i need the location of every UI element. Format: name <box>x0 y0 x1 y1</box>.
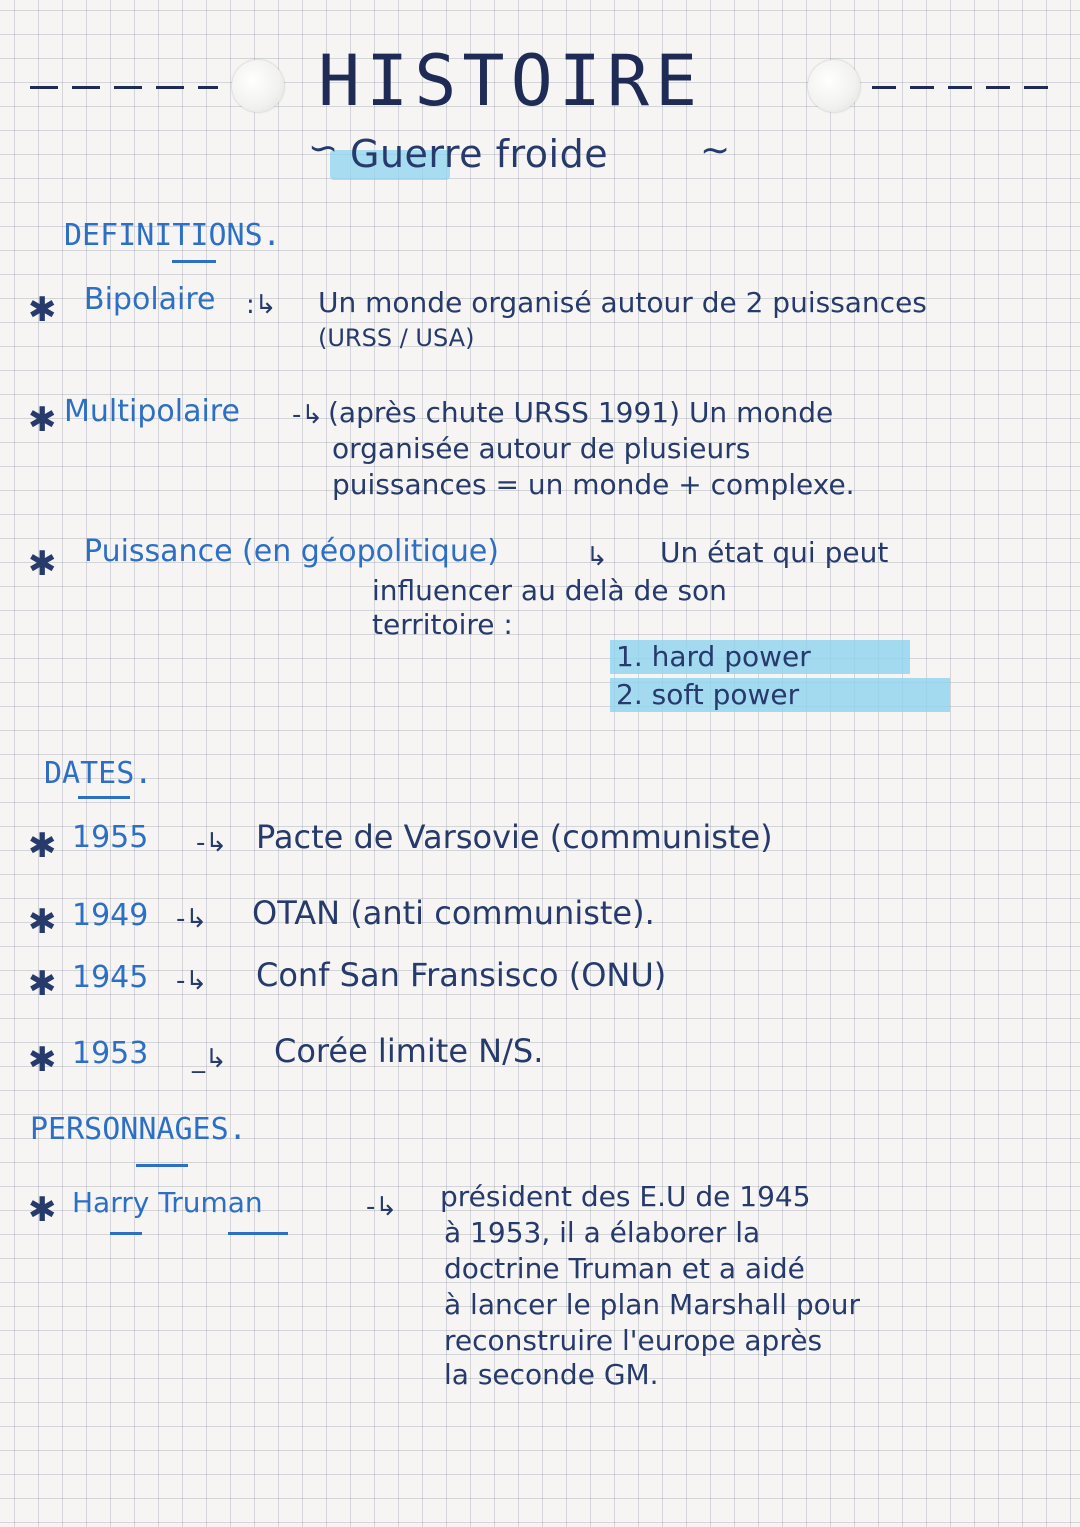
bullet-star-icon: ✱ <box>28 1190 57 1230</box>
bullet-star-icon: ✱ <box>28 902 57 942</box>
page-title: HISTOIRE <box>318 40 704 122</box>
bullet-star-icon: ✱ <box>28 544 57 584</box>
power-subitem: 1. hard power <box>616 640 811 673</box>
personnages-heading: PERSONNAGES. <box>30 1112 247 1147</box>
punch-hole-icon <box>232 60 284 112</box>
heading-underline <box>78 796 130 799</box>
definition-line: (URSS / USA) <box>318 324 475 352</box>
header-dash <box>30 86 58 89</box>
definition-term: Multipolaire <box>64 394 240 429</box>
heading-underline <box>172 260 216 263</box>
date-year: 1945 <box>72 960 149 995</box>
name-underline <box>228 1232 288 1235</box>
definition-line: Un monde organisé autour de 2 puissances <box>318 286 927 319</box>
definition-line: (après chute URSS 1991) Un monde <box>328 396 834 429</box>
header-dash <box>872 86 896 89</box>
subtitle-left-swirl-icon: ∽ <box>308 128 339 169</box>
definition-term: Bipolaire <box>84 282 216 317</box>
header-dash <box>986 86 1010 89</box>
bullet-star-icon: ✱ <box>28 400 57 440</box>
person-description-line: à lancer le plan Marshall pour <box>444 1288 860 1321</box>
header-dash <box>910 86 934 89</box>
arrow-icon: :↳ <box>246 290 277 320</box>
bullet-star-icon: ✱ <box>28 964 57 1004</box>
bullet-star-icon: ✱ <box>28 1040 57 1080</box>
header-dash <box>1024 86 1048 89</box>
bullet-star-icon: ✱ <box>28 290 57 330</box>
person-description-line: reconstruire l'europe après <box>444 1324 823 1357</box>
arrow-icon: -↳ <box>292 400 324 430</box>
person-description-line: à 1953, il a élaborer la <box>444 1216 761 1249</box>
definition-line: territoire : <box>372 608 513 641</box>
definition-line: puissances = un monde + complexe. <box>332 468 855 501</box>
date-year: 1955 <box>72 820 149 855</box>
bullet-star-icon: ✱ <box>28 826 57 866</box>
arrow-icon: -↳ <box>196 828 228 858</box>
header-dash <box>156 86 184 89</box>
arrow-icon: -↳ <box>176 966 208 996</box>
subtitle-right-swirl-icon: ∼ <box>700 130 731 171</box>
person-description-line: président des E.U de 1945 <box>440 1180 811 1213</box>
definition-term: Puissance (en géopolitique) <box>84 534 500 569</box>
header-dash <box>948 86 972 89</box>
arrow-icon: _↳ <box>192 1044 227 1074</box>
page-subtitle: Guerre froide <box>350 132 609 176</box>
arrow-icon: -↳ <box>176 904 208 934</box>
header-dash <box>72 86 100 89</box>
arrow-icon: -↳ <box>366 1192 398 1222</box>
date-year: 1949 <box>72 898 149 933</box>
dates-heading: DATES. <box>44 756 153 791</box>
definition-line: organisée autour de plusieurs <box>332 432 751 465</box>
header-dash <box>198 86 218 89</box>
arrow-icon: ↳ <box>586 542 608 572</box>
date-year: 1953 <box>72 1036 149 1071</box>
name-underline <box>110 1232 142 1235</box>
power-subitem: 2. soft power <box>616 678 800 711</box>
date-event: Corée limite N/S. <box>274 1032 544 1070</box>
definition-line: influencer au delà de son <box>372 574 727 607</box>
person-description-line: doctrine Truman et a aidé <box>444 1252 805 1285</box>
heading-underline <box>136 1164 188 1167</box>
person-description-line: la seconde GM. <box>444 1358 659 1391</box>
date-event: Pacte de Varsovie (communiste) <box>256 818 773 856</box>
header-dash <box>114 86 142 89</box>
date-event: Conf San Fransisco (ONU) <box>256 956 667 994</box>
punch-hole-icon <box>808 60 860 112</box>
definition-line: Un état qui peut <box>660 536 889 569</box>
date-event: OTAN (anti communiste). <box>252 894 655 932</box>
person-name: Harry Truman <box>72 1186 263 1219</box>
definitions-heading: DEFINITIONS. <box>64 218 281 253</box>
